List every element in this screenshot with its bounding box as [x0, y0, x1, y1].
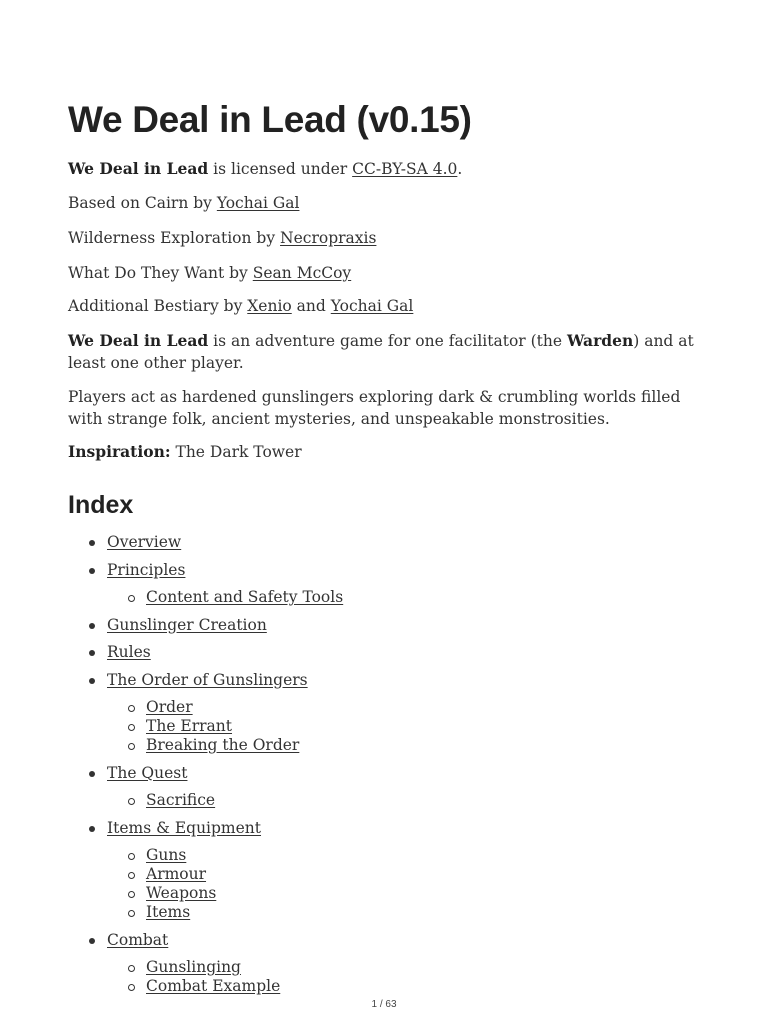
index-subitem-weapons: [107, 884, 700, 903]
index-item-principles: [68, 561, 700, 608]
index-item-combat: [68, 931, 700, 997]
index-item-items-and-equipment: [68, 819, 700, 923]
index-link-order[interactable]: Order: [146, 698, 193, 716]
index-link-rules[interactable]: Rules: [107, 643, 151, 661]
warden-term: Warden: [566, 331, 634, 350]
credit-link-xenio[interactable]: Xenio: [247, 297, 292, 315]
index-subitem-breaking-the-order: [107, 736, 700, 755]
index-sublist: [107, 588, 700, 607]
index-subitem-gunslinging: [107, 958, 700, 977]
inspiration-value: The Dark Tower: [170, 443, 302, 461]
license-text: is licensed under: [208, 160, 353, 178]
license-link[interactable]: CC-BY-SA 4.0: [352, 160, 458, 178]
index-subitem-combat-example: [107, 977, 700, 996]
index-sublist: [107, 958, 700, 996]
index-link-guns[interactable]: Guns: [146, 846, 187, 864]
credit-line-bestiary: Additional Bestiary by Xenio and Yochai Gal: [68, 297, 414, 315]
index-item-the-order-of-gunslingers: [68, 671, 700, 756]
index-link-armour[interactable]: Armour: [146, 865, 207, 883]
index-item-gunslinger-creation: [68, 616, 700, 635]
index-link-gunslinger-creation[interactable]: Gunslinger Creation: [107, 615, 267, 634]
index-subitem-sacrifice: [107, 791, 700, 810]
index-link-principles[interactable]: Principles: [107, 560, 186, 579]
index-link-gunslinging[interactable]: Gunslinging: [146, 958, 241, 976]
index-link-breaking-the-order[interactable]: Breaking the Order: [146, 736, 300, 754]
index-subitem-guns: [107, 846, 700, 865]
intro-paragraph: We Deal in Lead is an adventure game for one facilitator (the Warden) and at least one other player.: [68, 331, 694, 372]
index-heading: Index: [68, 491, 134, 519]
index-link-the-errant[interactable]: The Errant: [146, 717, 233, 735]
credit-link-yochai-gal[interactable]: Yochai Gal: [216, 194, 300, 212]
index-link-weapons[interactable]: Weapons: [146, 884, 217, 902]
index-link-items-and-equipment[interactable]: Items & Equipment: [107, 818, 262, 837]
index-subitem-content-and-safety-tools: [107, 588, 700, 607]
credit-line-cairn: Based on Cairn by Yochai Gal: [68, 194, 300, 212]
index-link-items[interactable]: Items: [146, 903, 191, 921]
inspiration-line: [68, 441, 302, 463]
credit-link-sean-mccoy[interactable]: Sean McCoy: [252, 264, 352, 282]
credit-line-wilderness: Wilderness Exploration by Necropraxis: [68, 229, 377, 247]
index-link-combat-example[interactable]: Combat Example: [146, 977, 281, 995]
index-link-overview[interactable]: Overview: [107, 533, 182, 551]
credit-link-necropraxis[interactable]: Necropraxis: [280, 229, 377, 247]
index-list: [68, 533, 700, 996]
index-item-rules: [68, 643, 700, 662]
page-title: We Deal in Lead (v0.15): [68, 99, 472, 140]
index-sublist: [107, 698, 700, 755]
game-name: We Deal in Lead: [68, 159, 209, 178]
index-item-the-quest: [68, 764, 700, 811]
license-line: We Deal in Lead is licensed under CC-BY-SA 4.0.: [68, 159, 463, 178]
index-link-combat[interactable]: Combat: [107, 930, 169, 949]
index-sublist: [107, 846, 700, 922]
players-paragraph: Players act as hardened gunslingers exploring dark & crumbling worlds filled with strange folk, ancient mysteries, and unspeakable monstrosities.: [68, 388, 681, 428]
index-link-content-and-safety-tools[interactable]: Content and Safety Tools: [146, 588, 344, 606]
index-link-sacrifice[interactable]: Sacrifice: [146, 791, 216, 809]
credit-line-what-do-they-want: What Do They Want by Sean McCoy: [68, 264, 352, 282]
index-subitem-items: [107, 903, 700, 922]
index-subitem-armour: [107, 865, 700, 884]
credit-link-yochai-gal-2[interactable]: Yochai Gal: [330, 297, 414, 315]
index-subitem-order: [107, 698, 700, 717]
index-link-the-order-of-gunslingers[interactable]: The Order of Gunslingers: [107, 670, 308, 689]
index-item-overview: [68, 533, 700, 552]
index-sublist: [107, 791, 700, 810]
index-link-the-quest[interactable]: The Quest: [107, 763, 188, 782]
index-subitem-the-errant: [107, 717, 700, 736]
inspiration-label: Inspiration:: [68, 442, 171, 461]
page-indicator: 1 / 63: [371, 999, 397, 1010]
